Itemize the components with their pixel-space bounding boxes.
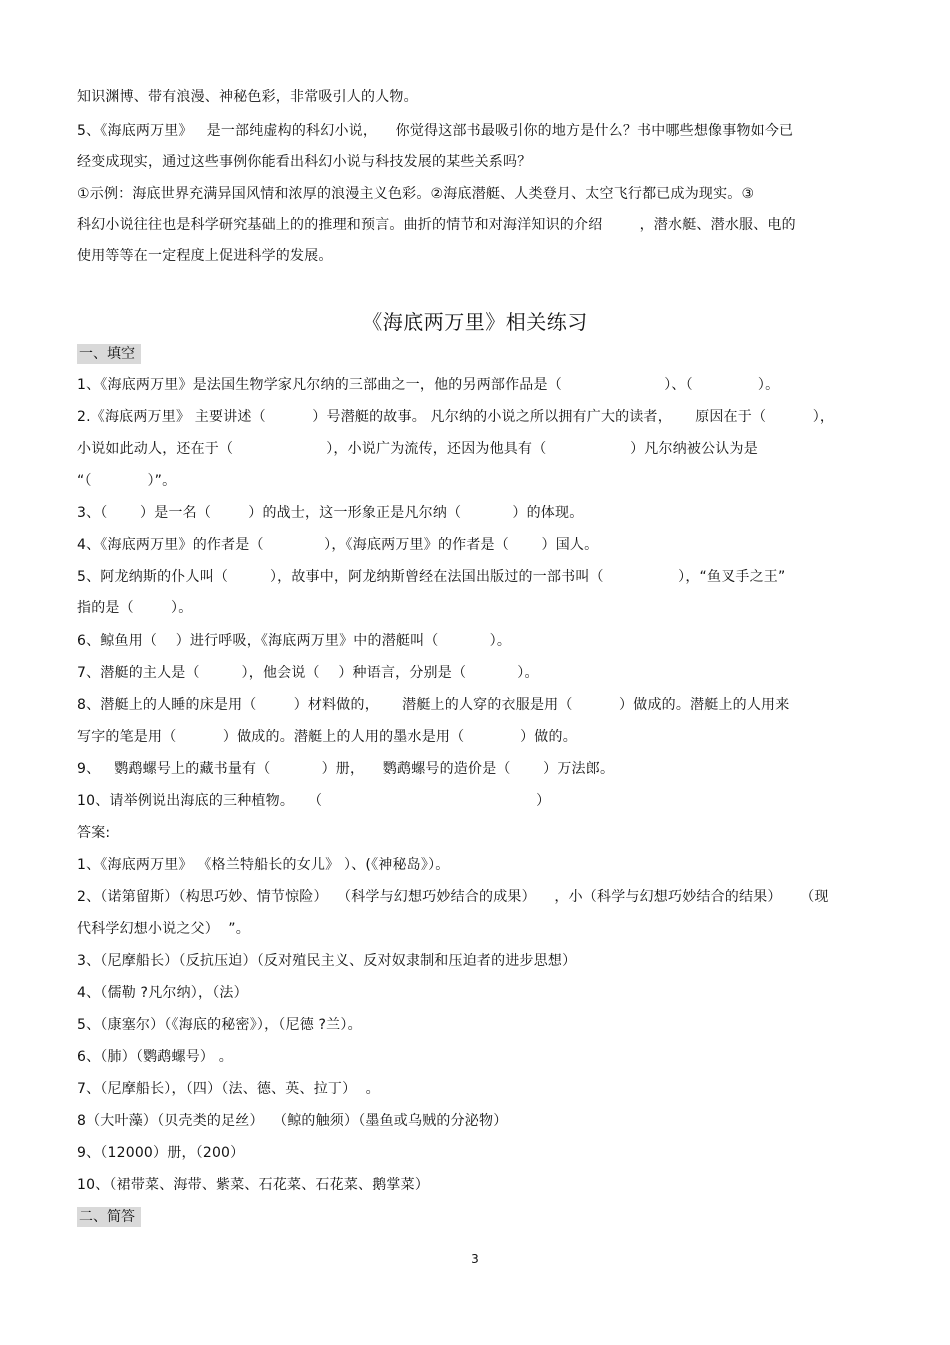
question-line: 5、阿龙纳斯的仆人叫（ ），故事中，阿龙纳斯曾经在法国出版过的一部书叫（ ），“鱼叉手之王” (77, 569, 786, 585)
answer-line: 8（大叶藻）（贝壳类的足丝） （鲸的触须）（墨鱼或乌贼的分泌物） (77, 1113, 508, 1129)
question-line: 8、潜艇上的人睡的床是用（ ）材料做的， 潜艇上的人穿的衣服是用（ ）做成的。潜艇上的人用来 (77, 697, 790, 713)
answer-line: 1、《海底两万里》 《格兰特船长的女儿》 ）、(《神秘岛》）。 (77, 857, 450, 873)
question-line: 写字的笔是用（ ）做成的。潜艇上的人用的墨水是用（ ）做的。 (77, 729, 577, 745)
answer-line: 代科学幻想小说之父） ”。 (77, 921, 250, 937)
answer-line: 5、（康塞尔）（《海底的秘密》），（尼德 ?兰）。 (77, 1017, 362, 1033)
section-heading-short-answer: 二、简答 (77, 1207, 141, 1227)
answer-line: 4、（儒勒 ?凡尔纳），（法） (77, 985, 248, 1001)
intro-line: 知识渊博、带有浪漫、神秘色彩，非常吸引人的人物。 (77, 89, 418, 105)
answer-line: 10、（裙带菜、海带、紫菜、石花菜、石花菜、鹅掌菜） (77, 1177, 430, 1193)
question-line: 9、 鹦鹉螺号上的藏书量有（ ）册， 鹦鹉螺号的造价是（ ）万法郎。 (77, 761, 615, 777)
question-line: 3、（ ）是一名（ ）的战士，这一形象正是凡尔纳（ ）的体现。 (77, 505, 584, 521)
question-line: 小说如此动人，还在于（ ），小说广为流传，还因为他具有（ ）凡尔纳被公认为是 (77, 441, 758, 457)
question-line: 1、《海底两万里》是法国生物学家凡尔纳的三部曲之一，他的另两部作品是（ ）、（ ）。 (77, 377, 780, 393)
question-line: 2.《海底两万里》 主要讲述（ ）号潜艇的故事。 凡尔纳的小说之所以拥有广大的读者， 原因在于（ ）， (77, 409, 835, 425)
page-number: 3 (471, 1252, 479, 1266)
page-title: 《海底两万里》相关练习 (362, 310, 588, 334)
section-heading-fill: 一、填空 (77, 344, 141, 364)
answer-line: 9、（12000）册，（200） (77, 1145, 245, 1161)
question-line: “（ ）”。 (77, 473, 177, 489)
intro-line: ①示例：海底世界充满异国风情和浓厚的浪漫主义色彩。②海底潜艇、人类登月、太空飞行都已成为现实。③ (77, 186, 755, 202)
question-line: 4、《海底两万里》的作者是（ ），《海底两万里》的作者是（ ）国人。 (77, 537, 599, 553)
answer-line: 6、（肺）（鹦鹉螺号） 。 (77, 1049, 233, 1065)
intro-line: 使用等等在一定程度上促进科学的发展。 (77, 248, 333, 264)
question-line: 6、鲸鱼用（ ）进行呼吸，《海底两万里》中的潜艇叫（ ）。 (77, 633, 512, 649)
answers-label: 答案: (77, 825, 111, 841)
question-line: 10、请举例说出海底的三种植物。 （ ） (77, 793, 551, 809)
question-line: 7、潜艇的主人是（ ），他会说（ ）种语言，分别是（ ）。 (77, 665, 539, 681)
answer-line: 2、（诺第留斯）（构思巧妙、情节惊险） （科学与幻想巧妙结合的成果） ，小（科学与幻想巧妙结合的结果） （现 (77, 889, 829, 905)
answer-line: 3、（尼摩船长）（反抗压迫）（反对殖民主义、反对奴隶制和压迫者的进步思想） (77, 953, 577, 969)
intro-line: 经变成现实，通过这些事例你能看出科幻小说与科技发展的某些关系吗？ (77, 154, 532, 170)
intro-line: 5、《海底两万里》 是一部纯虚构的科幻小说， 你觉得这部书最吸引你的地方是什么？书中哪些想像事物如今已 (77, 123, 794, 139)
intro-line: 科幻小说往往也是科学研究基础上的的推理和预言。曲折的情节和对海洋知识的介绍 ，潜水艇、潜水服、电的 (77, 217, 796, 233)
answer-line: 7、（尼摩船长），（四）（法、德、英、拉丁） 。 (77, 1081, 380, 1097)
question-line: 指的是（ ）。 (77, 600, 193, 616)
